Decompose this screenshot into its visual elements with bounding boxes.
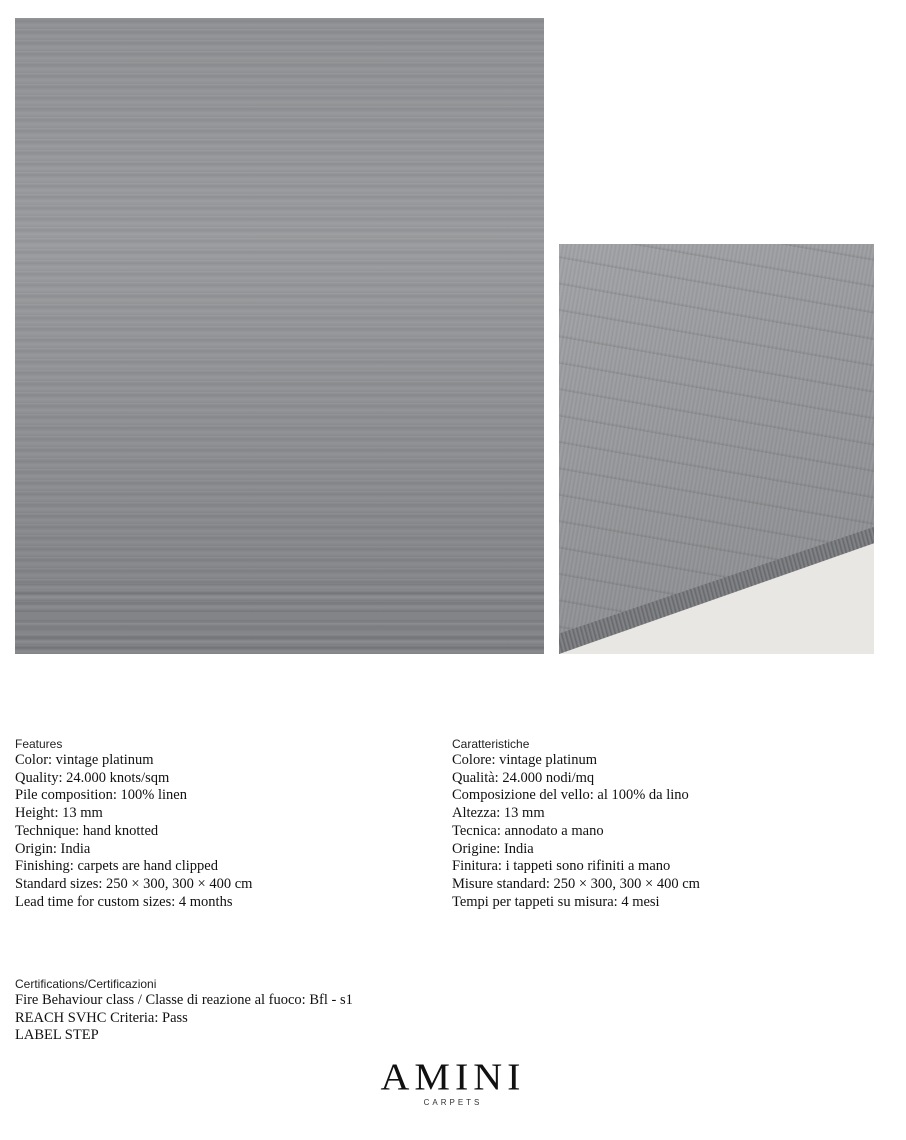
caratteristiche-item: Tecnica: annodato a mano	[452, 822, 604, 839]
certifications-list	[15, 992, 353, 1045]
features-list	[15, 752, 252, 911]
caratteristiche-title: Caratteristiche	[452, 737, 530, 751]
certifications-item: Fire Behaviour class / Classe di reazione al fuoco: Bfl - s1	[15, 992, 353, 1008]
brand-logo-wordmark: AMINI	[380, 1055, 526, 1098]
brand-logo-tagline: CARPETS	[423, 1098, 483, 1107]
caratteristiche-item: Altezza: 13 mm	[452, 805, 545, 822]
caratteristiche-item: Qualità: 24.000 nodi/mq	[452, 769, 595, 786]
features-title: Features	[15, 737, 63, 751]
features-item: Origin: India	[15, 840, 91, 857]
caratteristiche-list	[452, 752, 700, 911]
rug-detail-photo	[559, 244, 874, 654]
caratteristiche-item: Origine: India	[452, 840, 534, 857]
caratteristiche-item: Tempi per tappeti su misura: 4 mesi	[452, 893, 660, 910]
features-item: Standard sizes: 250 × 300, 300 × 400 cm	[15, 875, 253, 892]
features-item: Color: vintage platinum	[15, 752, 154, 768]
features-item: Height: 13 mm	[15, 805, 103, 822]
features-item: Finishing: carpets are hand clipped	[15, 858, 218, 875]
features-item: Pile composition: 100% linen	[15, 787, 187, 804]
certifications-item: REACH SVHC Criteria: Pass	[15, 1009, 188, 1026]
features-item: Technique: hand knotted	[15, 822, 159, 839]
certifications-item: LABEL STEP	[15, 1027, 99, 1044]
caratteristiche-item: Finitura: i tappeti sono rifiniti a mano	[452, 858, 671, 875]
features-item: Quality: 24.000 knots/sqm	[15, 769, 170, 786]
caratteristiche-item: Misure standard: 250 × 300, 300 × 400 cm	[452, 875, 700, 892]
rug-full-photo	[15, 18, 544, 654]
caratteristiche-item: Composizione del vello: al 100% da lino	[452, 787, 689, 804]
certifications-title: Certifications/Certificazioni	[15, 977, 157, 991]
caratteristiche-item: Colore: vintage platinum	[452, 752, 597, 768]
features-item: Lead time for custom sizes: 4 months	[15, 893, 233, 910]
brand-logo	[0, 1056, 906, 1107]
